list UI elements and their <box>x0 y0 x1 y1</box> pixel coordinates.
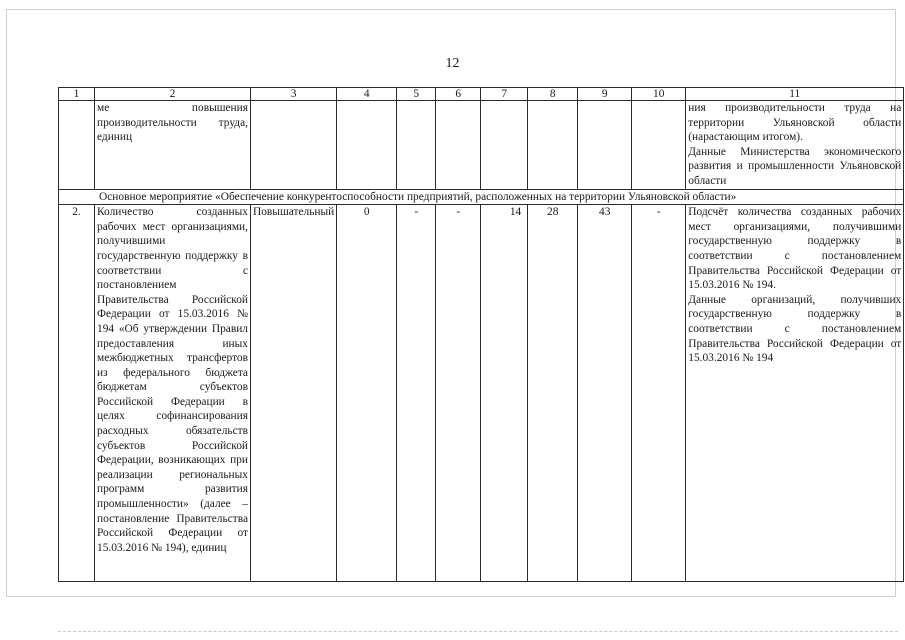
table-row-continuation <box>59 101 904 190</box>
column-header: 5 <box>397 88 436 101</box>
indicator-name-cell: Количество созданных рабочих мест организациями, получившими государственную поддержку в соответствии с постановлением Правительства Российской Федерации от 15.03.2016 № 194 «Об утверждении Правил предоставления иных межбюджетных трансфертов из федерального бюджета бюджетам субъектов Российской Федерации в целях софинансирования расходных обязательств субъектов Российской Федерации, возникающих при реализации региональных программ развития промышленности» (далее – постановление Правительства Российской Федерации от 15.03.2016 № 194), единиц <box>95 205 251 582</box>
calculation-method-cell <box>686 205 904 582</box>
page-number: 12 <box>445 56 460 71</box>
value-cell: 43 <box>578 205 632 582</box>
table-cell <box>337 101 397 190</box>
column-header: 6 <box>436 88 481 101</box>
row-number: 2. <box>59 205 95 582</box>
indicators-table <box>58 87 904 582</box>
scan-artifact-line <box>58 631 898 632</box>
column-header: 3 <box>251 88 337 101</box>
source-text: Данные Министерства экономического развития и промышленности Ульяновской области <box>688 145 902 187</box>
table-cell <box>632 101 686 190</box>
method-text: Подсчёт количества созданных рабочих мест организациями, получившими государственную поддержку в соответствии с постановлением Правительства Российской Федерации от 15.03.2016 № 194. <box>688 206 902 292</box>
indicator-name-cell: ме повышения производительности труда, единиц <box>95 101 251 190</box>
table-cell <box>397 101 436 190</box>
indicator-type-cell: Повышательный <box>251 205 337 582</box>
value-cell: 28 <box>528 205 578 582</box>
column-header: 2 <box>95 88 251 101</box>
column-header: 4 <box>337 88 397 101</box>
method-text: ния производительности труда на территории Ульяновской области (нарастающим итогом). <box>688 102 902 144</box>
column-header: 7 <box>481 88 528 101</box>
column-header: 11 <box>686 88 904 101</box>
value-cell: 14 <box>481 205 528 582</box>
source-text: Данные организаций, получивших государственную поддержку в соответствии с постановлением Правительства Российской Федерации от 15.03.2016 № 194 <box>688 293 902 365</box>
section-title: Основное мероприятие «Обеспечение конкурентоспособности предприятий, расположенных на территории Ульяновской области» <box>59 189 904 205</box>
column-header: 1 <box>59 88 95 101</box>
table-cell <box>528 101 578 190</box>
column-header: 9 <box>578 88 632 101</box>
value-cell: - <box>632 205 686 582</box>
table-cell <box>481 101 528 190</box>
table-cell <box>578 101 632 190</box>
table-row-indicator-2 <box>59 205 904 582</box>
value-cell: - <box>397 205 436 582</box>
value-cell: - <box>436 205 481 582</box>
value-cell: 0 <box>337 205 397 582</box>
calculation-method-cell <box>686 101 904 190</box>
table-cell <box>436 101 481 190</box>
table-cell <box>251 101 337 190</box>
column-header: 8 <box>528 88 578 101</box>
section-row <box>59 189 904 205</box>
table-cell <box>59 101 95 190</box>
column-header: 10 <box>632 88 686 101</box>
table-header-row <box>59 88 904 101</box>
